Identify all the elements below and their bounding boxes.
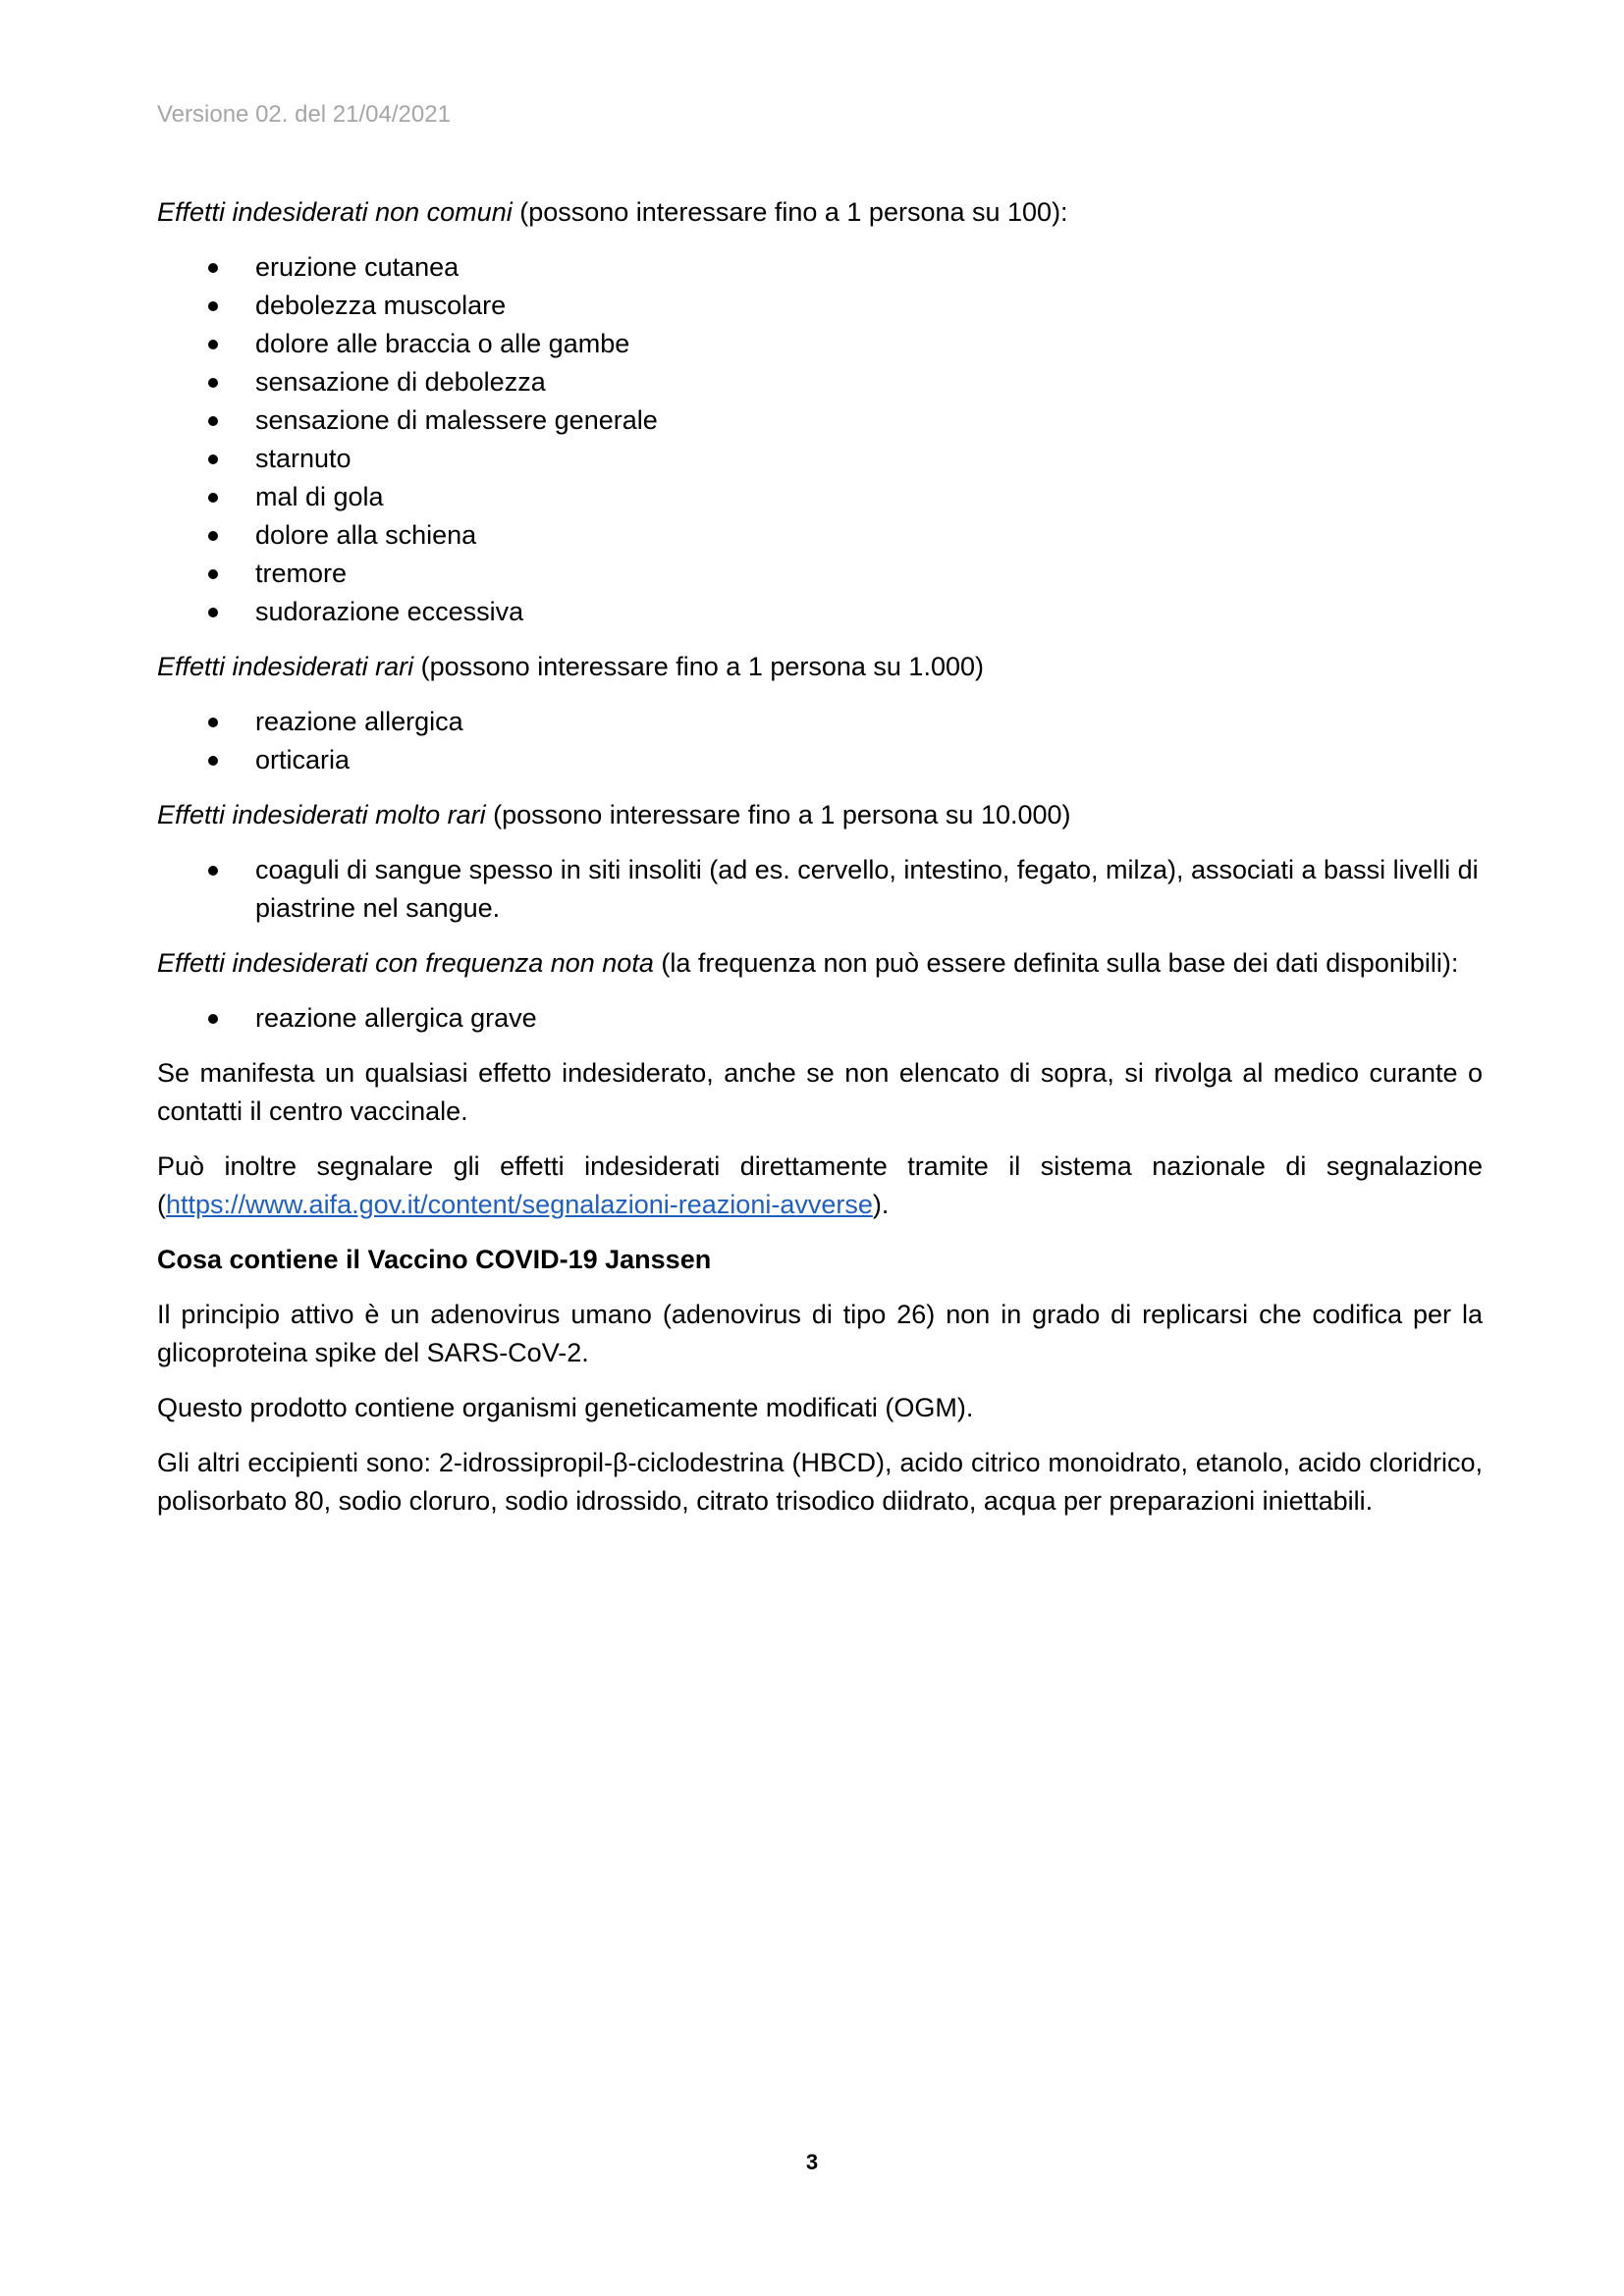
- aifa-report-link[interactable]: https://www.aifa.gov.it/content/segnalazioni-reazioni-avverse: [166, 1190, 873, 1219]
- bullet-icon: [208, 569, 218, 579]
- list-item: reazione allergica: [157, 703, 1483, 741]
- unknown-frequency-list: [157, 999, 1483, 1038]
- bullet-icon: [208, 301, 218, 311]
- rare-effects-note: (possono interessare fino a 1 persona su 1.000): [413, 652, 984, 681]
- bullet-icon: [208, 263, 218, 273]
- list-item: sudorazione eccessiva: [157, 593, 1483, 631]
- uncommon-effects-note: (possono interessare fino a 1 persona su 100):: [512, 197, 1068, 227]
- bullet-icon: [208, 866, 218, 876]
- bullet-icon: [208, 1014, 218, 1024]
- list-item: mal di gola: [157, 478, 1483, 516]
- list-item: sensazione di malessere generale: [157, 401, 1483, 440]
- list-item: orticaria: [157, 741, 1483, 779]
- bullet-icon: [208, 454, 218, 464]
- section-heading: Cosa contiene il Vaccino COVID-19 Janssen: [157, 1245, 712, 1274]
- bullet-icon: [208, 416, 218, 426]
- page-number: 3: [805, 2150, 819, 2174]
- list-item: dolore alla schiena: [157, 516, 1483, 555]
- bullet-icon: [208, 718, 218, 727]
- page-content: [157, 193, 1483, 1537]
- unknown-frequency-title: Effetti indesiderati con frequenza non nota: [157, 948, 654, 978]
- excipients-paragraph: Gli altri eccipienti sono: 2-idrossipropil-β-ciclodestrina (HBCD), acido citrico monoidrato, etanolo, acido cloridrico, polisorbato 80, sodio cloruro, sodio idrossido, citrato trisodico diidrato, acqua per preparazioni iniettabili.: [157, 1448, 1483, 1516]
- very-rare-effects-list: [157, 851, 1483, 928]
- uncommon-effects-title: Effetti indesiderati non comuni: [157, 197, 513, 227]
- very-rare-effects-note: (possono interessare fino a 1 persona su 10.000): [485, 800, 1071, 829]
- bullet-icon: [208, 493, 218, 503]
- report-advice-paragraph: Se manifesta un qualsiasi effetto indesiderato, anche se non elencato di sopra, si rivolga al medico curante o contatti il centro vaccinale.: [157, 1058, 1483, 1126]
- very-rare-effects-title: Effetti indesiderati molto rari: [157, 800, 486, 829]
- bullet-icon: [208, 531, 218, 541]
- active-substance-paragraph: Il principio attivo è un adenovirus umano (adenovirus di tipo 26) non in grado di replicarsi che codifica per la glicoproteina spike del SARS-CoV-2.: [157, 1300, 1483, 1367]
- rare-effects-intro: [157, 648, 1483, 686]
- unknown-frequency-intro: [157, 944, 1483, 983]
- bullet-icon: [208, 340, 218, 349]
- list-item: starnuto: [157, 440, 1483, 478]
- list-item: coaguli di sangue spesso in siti insoliti (ad es. cervello, intestino, fegato, milza), associati a bassi livelli di piastrine nel sangue.: [157, 851, 1483, 928]
- list-item: sensazione di debolezza: [157, 363, 1483, 401]
- report-link-paragraph: Può inoltre segnalare gli effetti indesiderati direttamente tramite il sistema nazionale di segnalazione (https://www.aifa.gov.it/content/segnalazioni-reazioni-avverse).: [157, 1151, 1483, 1219]
- rare-effects-list: [157, 703, 1483, 779]
- unknown-frequency-note: (la frequenza non può essere definita sulla base dei dati disponibili):: [653, 948, 1459, 978]
- list-item: dolore alle braccia o alle gambe: [157, 325, 1483, 363]
- list-item: eruzione cutanea: [157, 248, 1483, 287]
- very-rare-effects-intro: [157, 796, 1483, 834]
- version-header: Versione 02. del 21/04/2021: [157, 101, 451, 128]
- uncommon-effects-intro: [157, 193, 1483, 232]
- bullet-icon: [208, 608, 218, 617]
- list-item: reazione allergica grave: [157, 999, 1483, 1038]
- bullet-icon: [208, 756, 218, 766]
- rare-effects-title: Effetti indesiderati rari: [157, 652, 414, 681]
- list-item: debolezza muscolare: [157, 287, 1483, 325]
- list-item: tremore: [157, 555, 1483, 593]
- bullet-icon: [208, 378, 218, 388]
- gmo-paragraph: Questo prodotto contiene organismi geneticamente modificati (OGM).: [157, 1393, 974, 1422]
- uncommon-effects-list: [157, 248, 1483, 631]
